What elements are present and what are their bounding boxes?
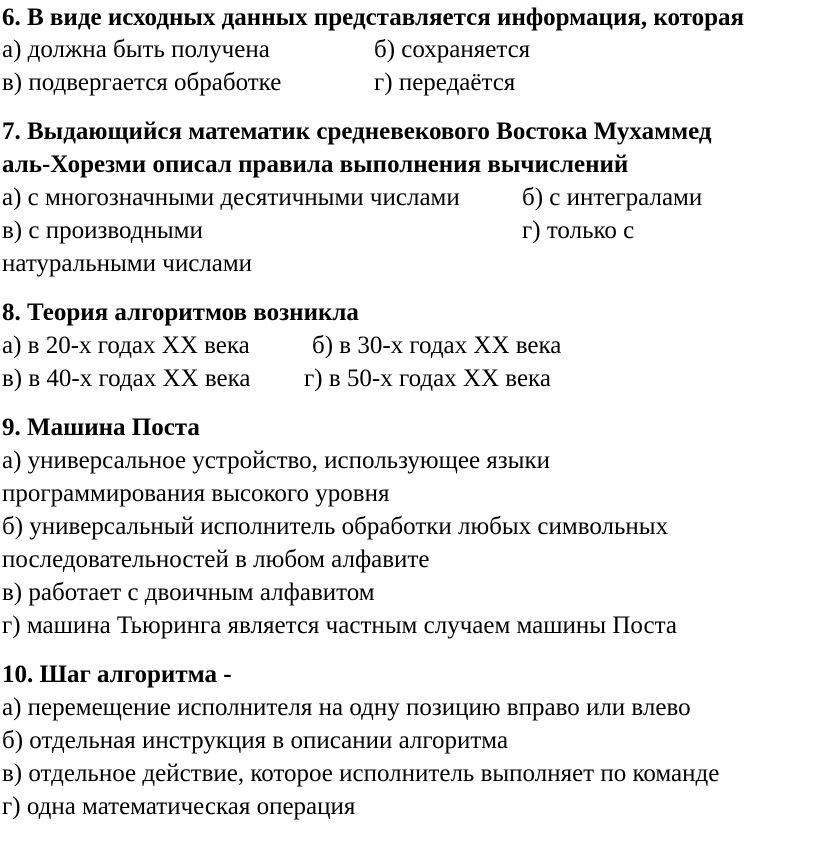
question-8-option-a: а) в 20-х годах XX века: [2, 332, 250, 359]
question-9-option-b-line2: последовательностей в любом алфавите: [2, 546, 430, 573]
question-10-option-a: а) перемещение исполнителя на одну позицию вправо или влево: [2, 694, 691, 721]
question-9-title: 9. Машина Поста: [2, 414, 200, 441]
question-10-title: 10. Шаг алгоритма -: [2, 661, 232, 688]
question-10-option-b: б) отдельная инструкция в описании алгоритма: [2, 727, 509, 754]
question-7-answers-row1: [2, 182, 703, 214]
question-9-option-a-line2: программирования высокого уровня: [2, 480, 390, 507]
question-7-option-b: б) с интегралами: [522, 184, 703, 211]
question-6-option-c: в) подвергается обработке: [2, 69, 282, 96]
question-10-option-d: г) одна математическая операция: [2, 793, 356, 820]
question-7-option-d: г) только с: [522, 217, 635, 244]
question-8-answers-row2: [2, 363, 551, 395]
question-6-option-d: г) передаётся: [374, 69, 516, 96]
question-9-option-b-line1: б) универсальный исполнитель обработки любых символьных: [2, 513, 669, 540]
question-8-option-b: б) в 30-х годах XX века: [312, 332, 562, 359]
question-6-answers-row2: [2, 67, 516, 99]
question-6-answers-row1: [2, 34, 531, 66]
question-8-answers-row1: [2, 330, 562, 362]
question-9-option-d: г) машина Тьюринга является частным случаем машины Поста: [2, 612, 677, 639]
question-7-option-a: а) с многозначными десятичными числами: [2, 184, 460, 211]
question-7-answers-row2: [2, 215, 635, 247]
question-8-option-c: в) в 40-х годах XX века: [2, 365, 251, 392]
question-7-title-line2: аль-Хорезми описал правила выполнения вычислений: [2, 151, 629, 178]
question-6-option-a: а) должна быть получена: [2, 36, 270, 63]
question-10-option-c: в) отдельное действие, которое исполнитель выполняет по команде: [2, 760, 720, 787]
question-9-option-c: в) работает с двоичным алфавитом: [2, 579, 375, 606]
question-9-option-a-line1: а) универсальное устройство, использующее языки: [2, 447, 550, 474]
question-8-title: 8. Теория алгоритмов возникла: [2, 299, 359, 326]
question-6-title: 6. В виде исходных данных представляется информация, которая: [2, 4, 744, 31]
question-8-option-d: г) в 50-х годах XX века: [304, 365, 551, 392]
question-7-title-line1: 7. Выдающийся математик средневекового Востока Мухаммед: [2, 118, 712, 145]
question-6-option-b: б) сохраняется: [374, 36, 531, 63]
question-7-option-d-continued: натуральными числами: [2, 250, 253, 277]
question-7-option-c: в) с производными: [2, 217, 203, 244]
